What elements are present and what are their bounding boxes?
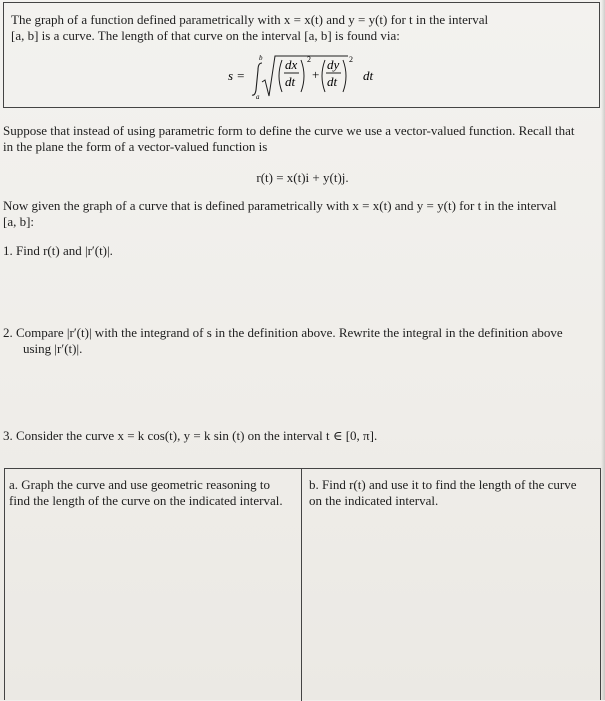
formula-lhs: s = (228, 68, 246, 83)
part-b-line-2: on the indicated interval. (309, 493, 439, 508)
vector-intro-line-1: Suppose that instead of using parametric form to define the curve we use a vector-valued function. Recall that (3, 123, 575, 138)
intro-paragraph (11, 12, 596, 44)
now-given-line-2: [a, b]: (3, 214, 35, 229)
formula-exp-2: 2 (349, 55, 353, 64)
intro-line-1: The graph of a function defined parametrically with x = x(t) and y = y(t) for t in the interval (11, 12, 489, 27)
part-b-line-1: b. Find r(t) and use it to find the length of the curve (309, 477, 577, 492)
formula-upper-limit: b (259, 54, 263, 62)
formula-lower-limit: a (256, 93, 260, 101)
part-a-line-1: a. Graph the curve and use geometric reasoning to (9, 477, 270, 492)
formula-exp-1: 2 (307, 55, 311, 64)
integral-sign (252, 63, 262, 95)
arc-length-formula (228, 52, 388, 102)
question-2-line-1: 2. Compare |r′(t)| with the integrand of s in the definition above. Rewrite the integral in the definition above (3, 325, 563, 340)
question-1 (3, 243, 601, 259)
table-divider (301, 469, 302, 701)
formula-plus: + (312, 67, 320, 82)
answer-table (4, 468, 601, 700)
part-b-cell[interactable] (309, 477, 597, 509)
formula-dt-differential: dt (363, 68, 374, 83)
vector-intro-paragraph (3, 123, 601, 155)
vector-form-equation (0, 170, 605, 186)
vector-intro-line-2: in the plane the form of a vector-valued function is (3, 139, 268, 154)
now-given-line-1: Now given the graph of a curve that is defined parametrically with x = x(t) and y = y(t) for t in the interval (3, 198, 557, 213)
page-edge-shadow (601, 0, 605, 700)
question-2-line-2: using |r′(t)|. (23, 341, 83, 356)
formula-dy: dy (327, 57, 340, 72)
now-given-paragraph (3, 198, 601, 230)
question-3 (3, 428, 601, 444)
vector-form-text: r(t) = x(t)i + y(t)j. (256, 170, 349, 185)
question-1-text: 1. Find r(t) and |r′(t)|. (3, 243, 113, 258)
intro-line-2: [a, b] is a curve. The length of that curve on the interval [a, b] is found via: (11, 28, 400, 43)
formula-dt-2: dt (327, 74, 338, 89)
part-a-cell[interactable] (9, 477, 299, 509)
formula-dt-1: dt (285, 74, 296, 89)
question-2 (3, 325, 601, 357)
part-a-line-2: find the length of the curve on the indicated interval. (9, 493, 283, 508)
question-3-text: 3. Consider the curve x = k cos(t), y = k sin (t) on the interval t ∈ [0, π]. (3, 428, 378, 443)
formula-dx: dx (285, 57, 298, 72)
